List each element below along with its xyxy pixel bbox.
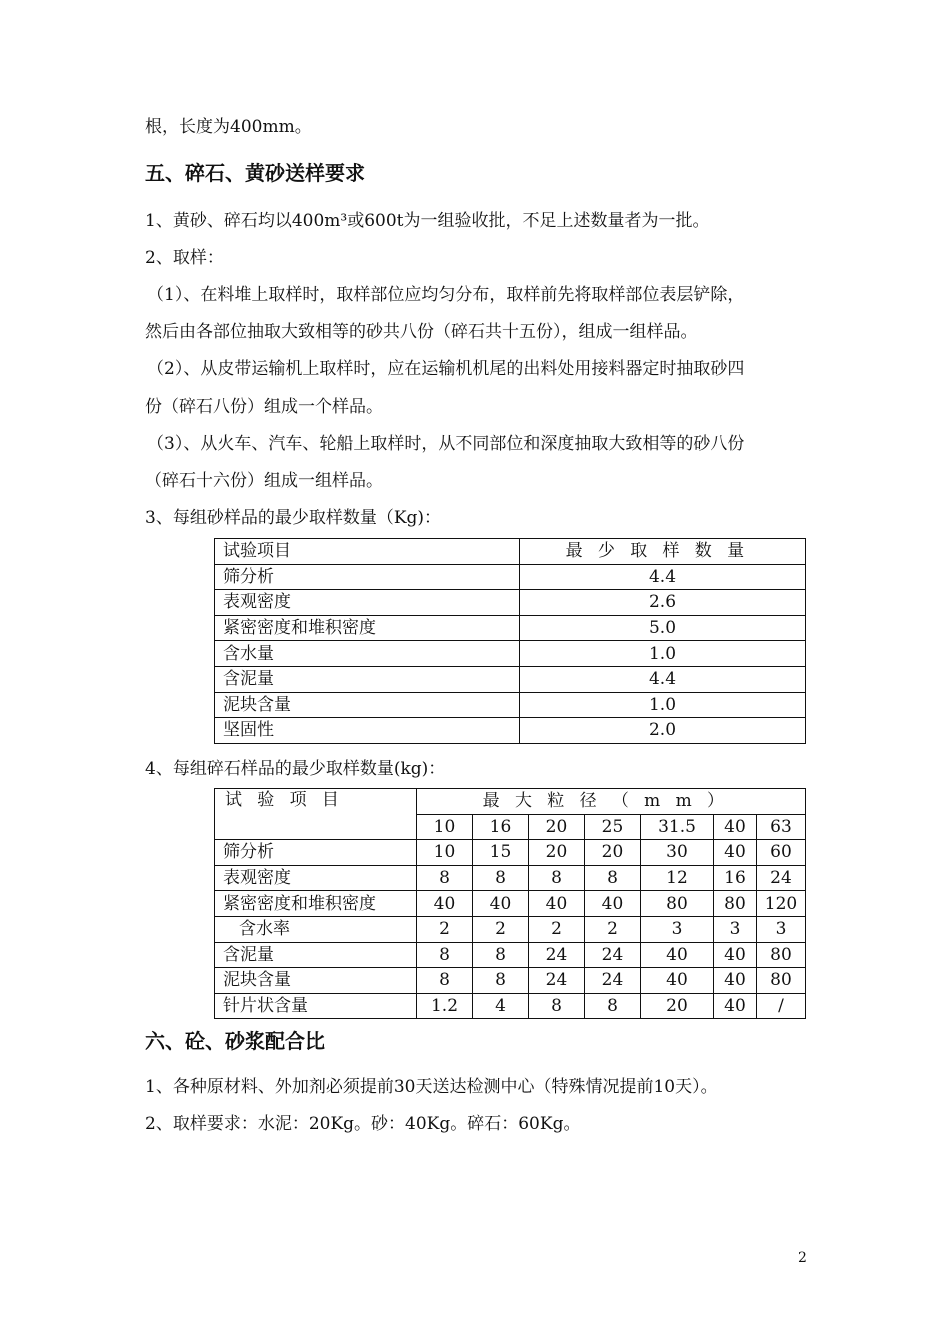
table-cell: 10	[417, 814, 473, 840]
text-line: （碎石十六份）组成一组样品。	[145, 471, 383, 491]
table-cell: 24	[529, 942, 585, 968]
table-cell: 40	[641, 968, 714, 994]
text-line: 1、黄砂、碎石均以400m³或600t为一组验收批，不足上述数量者为一批。	[145, 211, 710, 231]
text-line: 1、各种原材料、外加剂必须提前30天送达检测中心（特殊情况提前10天）。	[145, 1077, 718, 1097]
table-cell: 针片状含量	[215, 993, 417, 1019]
table-cell: 8	[417, 968, 473, 994]
table-row	[215, 916, 806, 942]
table-cell: 120	[757, 891, 806, 917]
table-cell: 8	[417, 942, 473, 968]
table-cell: 20	[529, 814, 585, 840]
table-cell: 2	[585, 916, 641, 942]
table-cell: 4	[473, 993, 529, 1019]
table-cell: 40	[714, 840, 757, 866]
table-cell: 20	[641, 993, 714, 1019]
table-cell: 80	[757, 968, 806, 994]
table-cell: 40	[714, 814, 757, 840]
table-cell: 40	[714, 993, 757, 1019]
table-header-row	[215, 789, 806, 815]
table-cell: 泥块含量	[215, 968, 417, 994]
table-cell: 10	[417, 840, 473, 866]
table-header-cell: 试验项目	[215, 789, 417, 840]
text-line: 3、每组砂样品的最少取样数量（Kg)：	[145, 508, 442, 528]
table-cell: 4.4	[520, 564, 806, 590]
table-cell: 3	[757, 916, 806, 942]
table-row	[215, 564, 806, 590]
table-header-cell: 最大粒径（mm）	[417, 789, 806, 815]
table-cell: 5.0	[520, 615, 806, 641]
table-cell: 20	[529, 840, 585, 866]
table-cell: 16	[473, 814, 529, 840]
table-cell: 2	[473, 916, 529, 942]
text-line: 根，长度为400mm。	[145, 117, 312, 137]
table-cell: 坚固性	[215, 718, 520, 744]
text-line: （2）、从皮带运输机上取样时，应在运输机机尾的出料处用接料器定时抽取砂四	[147, 359, 745, 379]
page-number: 2	[798, 1250, 807, 1266]
table-row	[215, 590, 806, 616]
table-cell: /	[757, 993, 806, 1019]
table-cell: 40	[714, 942, 757, 968]
text-line: （3）、从火车、汽车、轮船上取样时，从不同部位和深度抽取大致相等的砂八份	[147, 434, 745, 454]
table-cell: 40	[714, 968, 757, 994]
table-cell: 筛分析	[215, 564, 520, 590]
table-cell: 80	[714, 891, 757, 917]
table-row	[215, 968, 806, 994]
table-cell: 表观密度	[215, 865, 417, 891]
table-cell: 含泥量	[215, 666, 520, 692]
table-cell: 60	[757, 840, 806, 866]
table-cell: 8	[473, 942, 529, 968]
table-cell: 2.0	[520, 718, 806, 744]
table-cell: 15	[473, 840, 529, 866]
table-row	[215, 666, 806, 692]
table-cell: 31.5	[641, 814, 714, 840]
table-row	[215, 891, 806, 917]
table-cell: 8	[529, 993, 585, 1019]
table-cell: 1.0	[520, 692, 806, 718]
table-cell: 8	[417, 865, 473, 891]
table-row	[215, 993, 806, 1019]
table-cell: 紧密密度和堆积密度	[215, 615, 520, 641]
table-row	[215, 718, 806, 744]
table-cell: 2.6	[520, 590, 806, 616]
text-line: 然后由各部位抽取大致相等的砂共八份（碎石共十五份），组成一组样品。	[145, 322, 698, 342]
table-cell: 含泥量	[215, 942, 417, 968]
table-cell: 1.0	[520, 641, 806, 667]
text-line: 2、取样要求：水泥：20Kg。砂：40Kg。碎石：60Kg。	[145, 1114, 581, 1134]
table-row	[215, 615, 806, 641]
table-cell: 20	[585, 840, 641, 866]
table-cell: 24	[757, 865, 806, 891]
table-cell: 2	[417, 916, 473, 942]
table-cell: 25	[585, 814, 641, 840]
table-cell: 3	[641, 916, 714, 942]
table-cell: 63	[757, 814, 806, 840]
table-cell: 40	[585, 891, 641, 917]
table-cell: 40	[641, 942, 714, 968]
table-cell: 80	[641, 891, 714, 917]
table-cell: 表观密度	[215, 590, 520, 616]
table-row	[215, 692, 806, 718]
table-cell: 泥块含量	[215, 692, 520, 718]
table-cell: 筛分析	[215, 840, 417, 866]
table-cell: 40	[417, 891, 473, 917]
table-cell: 1.2	[417, 993, 473, 1019]
table-cell: 12	[641, 865, 714, 891]
table-cell: 8	[585, 865, 641, 891]
text-line: 4、每组碎石样品的最少取样数量(kg)：	[145, 759, 446, 779]
text-line: （1）、在料堆上取样时，取样部位应均匀分布，取样前先将取样部位表层铲除，	[147, 285, 745, 305]
gravel-sample-table	[214, 788, 806, 1019]
table-cell: 80	[757, 942, 806, 968]
table-cell: 40	[529, 891, 585, 917]
table-cell: 含水量	[215, 641, 520, 667]
table-cell: 2	[529, 916, 585, 942]
section-heading-5: 五、碎石、黄砂送样要求	[145, 161, 365, 185]
table-cell: 24	[529, 968, 585, 994]
table-cell: 4.4	[520, 666, 806, 692]
table-cell: 8	[585, 993, 641, 1019]
table-cell: 含水率	[215, 916, 417, 942]
table-cell: 40	[473, 891, 529, 917]
table-cell: 30	[641, 840, 714, 866]
text-line: 份（碎石八份）组成一个样品。	[145, 397, 383, 417]
section-heading-6: 六、砼、砂浆配合比	[145, 1029, 325, 1053]
table-row	[215, 641, 806, 667]
table-row	[215, 865, 806, 891]
table-cell: 8	[473, 865, 529, 891]
table-cell: 8	[529, 865, 585, 891]
table-row	[215, 840, 806, 866]
table-cell: 24	[585, 942, 641, 968]
table-cell: 3	[714, 916, 757, 942]
table-header-row	[215, 539, 806, 565]
table-cell: 8	[473, 968, 529, 994]
table-cell: 紧密密度和堆积密度	[215, 891, 417, 917]
table-header-cell: 试验项目	[215, 539, 520, 565]
table-row	[215, 942, 806, 968]
sand-sample-table	[214, 538, 806, 744]
table-cell: 24	[585, 968, 641, 994]
text-line: 2、取样：	[145, 248, 224, 268]
table-cell: 16	[714, 865, 757, 891]
table-header-cell: 最少取样数量	[520, 539, 806, 565]
